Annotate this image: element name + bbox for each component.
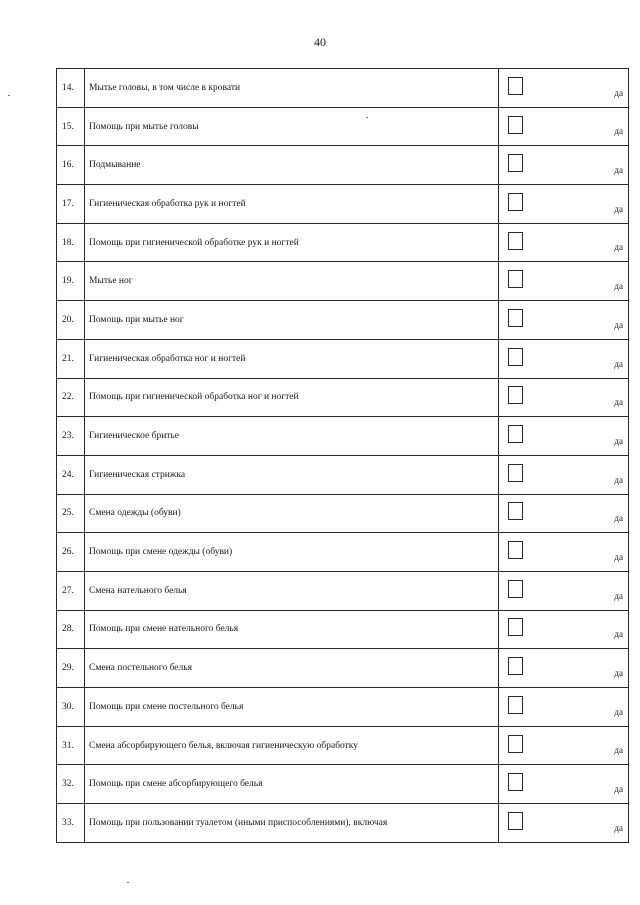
yes-label: да bbox=[614, 281, 623, 292]
answer-cell bbox=[499, 649, 629, 688]
row-number: 31. bbox=[57, 726, 85, 765]
answer-cell bbox=[499, 417, 629, 456]
row-description: Помощь при гигиенической обработка ног и ногтей bbox=[85, 378, 499, 417]
row-number: 20. bbox=[57, 301, 85, 340]
yes-checkbox[interactable] bbox=[508, 77, 523, 95]
yes-label: да bbox=[614, 358, 623, 369]
table-row bbox=[57, 571, 629, 610]
yes-checkbox[interactable] bbox=[508, 232, 523, 250]
row-description: Гигиеническая стрижка bbox=[85, 455, 499, 494]
answer-cell bbox=[499, 804, 629, 843]
table-row bbox=[57, 765, 629, 804]
yes-checkbox[interactable] bbox=[508, 193, 523, 211]
yes-checkbox[interactable] bbox=[508, 696, 523, 714]
table-row bbox=[57, 146, 629, 185]
table-row bbox=[57, 649, 629, 688]
table-row bbox=[57, 804, 629, 843]
row-number: 32. bbox=[57, 765, 85, 804]
table-row bbox=[57, 455, 629, 494]
row-description: Смена нательного белья bbox=[85, 571, 499, 610]
row-description: Гигиеническая обработка ног и ногтей bbox=[85, 339, 499, 378]
yes-label: да bbox=[614, 551, 623, 562]
answer-cell bbox=[499, 494, 629, 533]
yes-label: да bbox=[614, 668, 623, 678]
row-description: Подмывание bbox=[85, 146, 499, 185]
row-number: 27. bbox=[57, 571, 85, 610]
yes-label: да bbox=[614, 165, 623, 176]
yes-label: да bbox=[614, 784, 623, 795]
yes-label: да bbox=[614, 629, 623, 640]
page-number: 40 bbox=[314, 35, 326, 49]
yes-checkbox[interactable] bbox=[508, 309, 523, 327]
yes-checkbox[interactable] bbox=[508, 386, 523, 404]
yes-label: да bbox=[614, 745, 623, 756]
row-description: Гигиеническая обработка рук и ногтей bbox=[85, 185, 499, 224]
yes-label: да bbox=[614, 435, 623, 446]
scan-speck bbox=[127, 882, 129, 883]
row-description: Смена абсорбирующего белья, включая гигиеническую обработку bbox=[85, 726, 499, 765]
table-row bbox=[57, 726, 629, 765]
row-description: Помощь при смене нательного белья bbox=[85, 610, 499, 649]
yes-checkbox[interactable] bbox=[508, 154, 523, 172]
yes-checkbox[interactable] bbox=[508, 541, 523, 559]
yes-checkbox[interactable] bbox=[508, 812, 523, 830]
table-row bbox=[57, 339, 629, 378]
row-description: Мытье головы, в том числе в кровати bbox=[85, 69, 499, 108]
row-number: 22. bbox=[57, 378, 85, 417]
yes-label: да bbox=[614, 319, 623, 330]
answer-cell bbox=[499, 301, 629, 340]
yes-checkbox[interactable] bbox=[508, 735, 523, 753]
answer-cell bbox=[499, 726, 629, 765]
yes-label: да bbox=[614, 822, 623, 833]
answer-cell bbox=[499, 533, 629, 572]
table-row bbox=[57, 69, 629, 108]
row-description: Гигиеническое бритье bbox=[85, 417, 499, 456]
row-number: 17. bbox=[57, 185, 85, 224]
table-row bbox=[57, 223, 629, 262]
row-number: 14. bbox=[57, 69, 85, 108]
yes-checkbox[interactable] bbox=[508, 270, 523, 288]
row-description: Смена постельного белья bbox=[85, 649, 499, 688]
row-description: Помощь при пользовании туалетом (иными приспособлениями), включая bbox=[85, 804, 499, 843]
table-row bbox=[57, 262, 629, 301]
yes-label: да bbox=[614, 590, 623, 601]
yes-checkbox[interactable] bbox=[508, 580, 523, 598]
answer-cell bbox=[499, 455, 629, 494]
care-services-table bbox=[56, 68, 629, 843]
yes-checkbox[interactable] bbox=[508, 502, 523, 520]
table-row bbox=[57, 301, 629, 340]
table-row bbox=[57, 688, 629, 727]
row-description: Помощь при мытье ног bbox=[85, 301, 499, 340]
answer-cell bbox=[499, 69, 629, 108]
row-description: Смена одежды (обуви) bbox=[85, 494, 499, 533]
yes-checkbox[interactable] bbox=[508, 773, 523, 791]
table-row bbox=[57, 185, 629, 224]
row-number: 25. bbox=[57, 494, 85, 533]
answer-cell bbox=[499, 571, 629, 610]
row-description: Помощь при смене постельного белья bbox=[85, 688, 499, 727]
yes-label: да bbox=[614, 203, 623, 214]
answer-cell bbox=[499, 146, 629, 185]
table-row bbox=[57, 610, 629, 649]
row-number: 18. bbox=[57, 223, 85, 262]
yes-checkbox[interactable] bbox=[508, 425, 523, 443]
table-row bbox=[57, 417, 629, 456]
table-row bbox=[57, 378, 629, 417]
answer-cell bbox=[499, 262, 629, 301]
yes-label: да bbox=[614, 242, 623, 253]
table-row bbox=[57, 533, 629, 572]
row-number: 16. bbox=[57, 146, 85, 185]
row-number: 26. bbox=[57, 533, 85, 572]
row-number: 30. bbox=[57, 688, 85, 727]
row-number: 15. bbox=[57, 107, 85, 146]
answer-cell bbox=[499, 107, 629, 146]
yes-label: да bbox=[614, 126, 623, 137]
yes-label: да bbox=[614, 513, 623, 524]
answer-cell bbox=[499, 688, 629, 727]
yes-label: да bbox=[614, 706, 623, 717]
row-description: Помощь при мытье головы bbox=[85, 107, 499, 146]
row-description: Помощь при гигиенической обработке рук и ногтей bbox=[85, 223, 499, 262]
yes-label: да bbox=[614, 87, 623, 98]
answer-cell bbox=[499, 765, 629, 804]
yes-checkbox[interactable] bbox=[508, 116, 523, 134]
row-description: Помощь при смене одежды (обуви) bbox=[85, 533, 499, 572]
answer-cell bbox=[499, 378, 629, 417]
table-body bbox=[57, 69, 629, 843]
row-number: 23. bbox=[57, 417, 85, 456]
answer-cell bbox=[499, 223, 629, 262]
table-row bbox=[57, 494, 629, 533]
scan-speck bbox=[366, 117, 368, 118]
answer-cell bbox=[499, 339, 629, 378]
row-number: 24. bbox=[57, 455, 85, 494]
yes-label: да bbox=[614, 474, 623, 485]
yes-label: да bbox=[614, 397, 623, 408]
answer-cell bbox=[499, 185, 629, 224]
row-description: Мытье ног bbox=[85, 262, 499, 301]
table-row bbox=[57, 107, 629, 146]
row-number: 19. bbox=[57, 262, 85, 301]
row-number: 28. bbox=[57, 610, 85, 649]
yes-checkbox[interactable] bbox=[508, 348, 523, 366]
yes-checkbox[interactable] bbox=[508, 464, 523, 482]
row-description: Помощь при смене абсорбирующего белья bbox=[85, 765, 499, 804]
row-number: 33. bbox=[57, 804, 85, 843]
answer-cell bbox=[499, 610, 629, 649]
row-number: 29. bbox=[57, 649, 85, 688]
row-number: 21. bbox=[57, 339, 85, 378]
yes-checkbox[interactable] bbox=[508, 618, 523, 636]
scan-speck bbox=[8, 95, 10, 96]
yes-checkbox[interactable] bbox=[508, 657, 523, 675]
